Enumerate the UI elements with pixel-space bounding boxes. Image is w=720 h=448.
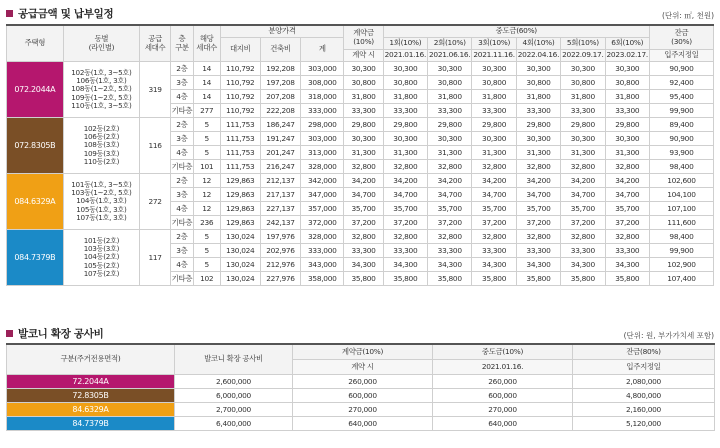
balcony-section-title: [6, 326, 103, 341]
middle-cell: 600,000: [433, 389, 573, 403]
middle-payment-2-cell: 34,200: [428, 174, 472, 188]
balance-cell: 2,080,000: [573, 375, 715, 389]
units-cell: 5: [193, 146, 220, 160]
supply-units-cell: 117: [140, 230, 171, 286]
middle-payment-4-cell: 34,200: [516, 174, 560, 188]
supply-units-cell: 319: [140, 62, 171, 118]
units-cell: 5: [193, 132, 220, 146]
middle-payment-3-cell: 32,800: [472, 160, 516, 174]
deposit-cell: 32,800: [344, 230, 383, 244]
balance-cell: 89,400: [649, 118, 713, 132]
floor-cell: 2층: [171, 62, 194, 76]
middle-payment-2-cell: 35,800: [428, 272, 472, 286]
header-land: 대지비: [220, 38, 260, 62]
middle-payment-4-cell: 31,800: [516, 90, 560, 104]
building-price-cell: 201,247: [260, 146, 300, 160]
header-middle: 중도금(10%): [433, 344, 573, 360]
building-price-cell: 197,208: [260, 76, 300, 90]
header-middle-group: 중도금(60%): [383, 25, 649, 38]
units-cell: 14: [193, 62, 220, 76]
header-middle-date-6: 2023.02.17.: [605, 50, 649, 62]
middle-payment-3-cell: 33,300: [472, 244, 516, 258]
units-cell: 5: [193, 118, 220, 132]
middle-payment-3-cell: 30,800: [472, 76, 516, 90]
middle-payment-5-cell: 33,300: [561, 244, 605, 258]
balance-cell: 5,120,000: [573, 417, 715, 431]
deposit-cell: 31,800: [344, 90, 383, 104]
supply-price-table: [6, 24, 714, 286]
floor-cell: 4층: [171, 90, 194, 104]
total-price-cell: 358,000: [301, 272, 344, 286]
balance-cell: 102,900: [649, 258, 713, 272]
units-cell: 12: [193, 202, 220, 216]
header-row: [7, 25, 714, 38]
middle-payment-5-cell: 34,300: [561, 258, 605, 272]
floor-cell: 3층: [171, 132, 194, 146]
building-price-cell: 217,137: [260, 188, 300, 202]
middle-payment-4-cell: 34,300: [516, 258, 560, 272]
units-cell: 277: [193, 104, 220, 118]
total-price-cell: 303,000: [301, 132, 344, 146]
deposit-cell: 270,000: [293, 403, 433, 417]
middle-payment-4-cell: 29,800: [516, 118, 560, 132]
dong-cell: 101동(2호) 103동(3호) 104동(2호) 105동(2호) 107동(2호): [63, 230, 139, 286]
middle-payment-4-cell: 34,700: [516, 188, 560, 202]
header-middle-date-2: 2021.06.16.: [428, 50, 472, 62]
header-middle-date-3: 2021.11.16.: [472, 50, 516, 62]
middle-payment-2-cell: 37,200: [428, 216, 472, 230]
middle-payment-2-cell: 30,300: [428, 62, 472, 76]
middle-payment-1-cell: 37,200: [383, 216, 427, 230]
units-cell: 14: [193, 76, 220, 90]
building-price-cell: 202,976: [260, 244, 300, 258]
header-middle-2: 2회(10%): [428, 38, 472, 50]
deposit-cell: 34,300: [344, 258, 383, 272]
floor-cell: 4층: [171, 258, 194, 272]
total-price-cell: 318,000: [301, 90, 344, 104]
middle-payment-1-cell: 31,800: [383, 90, 427, 104]
middle-payment-6-cell: 33,300: [605, 104, 649, 118]
header-middle-4: 4회(10%): [516, 38, 560, 50]
supply-price-unit: (단위: ㎡, 천원): [661, 11, 714, 20]
balance-cell: 107,400: [649, 272, 713, 286]
header-balance: 잔금 (30%): [649, 25, 713, 50]
header-deposit-when: 계약 시: [344, 50, 383, 62]
middle-payment-4-cell: 31,300: [516, 146, 560, 160]
building-price-cell: 207,208: [260, 90, 300, 104]
total-price-cell: 298,000: [301, 118, 344, 132]
floor-cell: 3층: [171, 244, 194, 258]
dong-cell: 102동(2호) 106동(2호) 108동(3호) 109동(3호) 110동(2호): [63, 118, 139, 174]
header-row: [7, 344, 715, 360]
balance-cell: 107,100: [649, 202, 713, 216]
middle-payment-2-cell: 33,300: [428, 104, 472, 118]
unit-type-cell: 072.8305B: [7, 118, 64, 174]
building-price-cell: 216,247: [260, 160, 300, 174]
balance-cell: 90,900: [649, 132, 713, 146]
land-price-cell: 130,024: [220, 272, 260, 286]
balance-cell: 93,900: [649, 146, 713, 160]
balance-cell: 104,100: [649, 188, 713, 202]
section-title-text: 발코니 확장 공사비: [18, 328, 104, 340]
balance-cell: 98,400: [649, 160, 713, 174]
balance-cell: 95,400: [649, 90, 713, 104]
land-price-cell: 129,863: [220, 202, 260, 216]
header-middle-date-5: 2022.09.17.: [561, 50, 605, 62]
deposit-cell: 30,300: [344, 62, 383, 76]
land-price-cell: 111,753: [220, 118, 260, 132]
balcony-cost-cell: 6,400,000: [175, 417, 293, 431]
deposit-cell: 35,700: [344, 202, 383, 216]
middle-payment-3-cell: 32,800: [472, 230, 516, 244]
middle-payment-5-cell: 31,300: [561, 146, 605, 160]
unit-type-cell: 072.2044A: [7, 62, 64, 118]
middle-payment-3-cell: 34,700: [472, 188, 516, 202]
header-balance-when: 입주지정일: [573, 360, 715, 375]
deposit-cell: 33,300: [344, 104, 383, 118]
deposit-cell: 34,200: [344, 174, 383, 188]
header-deposit: 계약금(10%): [293, 344, 433, 360]
middle-payment-2-cell: 33,300: [428, 244, 472, 258]
header-deposit: 계약금 (10%): [344, 25, 383, 50]
total-price-cell: 313,000: [301, 146, 344, 160]
header-middle-3: 3회(10%): [472, 38, 516, 50]
middle-payment-2-cell: 29,800: [428, 118, 472, 132]
units-cell: 5: [193, 244, 220, 258]
deposit-cell: 640,000: [293, 417, 433, 431]
middle-payment-5-cell: 31,800: [561, 90, 605, 104]
table-row: [7, 389, 715, 403]
units-cell: 12: [193, 174, 220, 188]
floor-cell: 2층: [171, 230, 194, 244]
middle-payment-1-cell: 32,800: [383, 230, 427, 244]
header-middle-date-1: 2021.01.16.: [383, 50, 427, 62]
land-price-cell: 130,024: [220, 244, 260, 258]
dong-cell: 102동(1호, 3~5호) 106동(1호, 3호) 108동(1~2호, 5호) 109동(1~2호, 5호) 110동(1호, 3~5호): [63, 62, 139, 118]
balance-cell: 2,160,000: [573, 403, 715, 417]
middle-payment-5-cell: 35,700: [561, 202, 605, 216]
section-marker-icon: [6, 10, 13, 17]
middle-payment-1-cell: 34,700: [383, 188, 427, 202]
header-floor: 층 구분: [171, 25, 194, 62]
middle-payment-3-cell: 33,300: [472, 104, 516, 118]
units-cell: 12: [193, 188, 220, 202]
middle-payment-3-cell: 35,700: [472, 202, 516, 216]
header-units: 해당 세대수: [193, 25, 220, 62]
land-price-cell: 110,792: [220, 76, 260, 90]
middle-payment-2-cell: 35,700: [428, 202, 472, 216]
middle-payment-2-cell: 34,300: [428, 258, 472, 272]
deposit-cell: 34,700: [344, 188, 383, 202]
total-price-cell: 347,000: [301, 188, 344, 202]
table-row: [7, 174, 714, 188]
middle-payment-5-cell: 33,300: [561, 104, 605, 118]
middle-payment-6-cell: 29,800: [605, 118, 649, 132]
floor-cell: 기타층: [171, 104, 194, 118]
middle-payment-5-cell: 29,800: [561, 118, 605, 132]
middle-payment-1-cell: 30,300: [383, 62, 427, 76]
header-building: 건축비: [260, 38, 300, 62]
middle-cell: 260,000: [433, 375, 573, 389]
middle-payment-2-cell: 34,700: [428, 188, 472, 202]
section-marker-icon: [6, 330, 13, 337]
header-supply-units: 공급 세대수: [140, 25, 171, 62]
units-cell: 236: [193, 216, 220, 230]
balcony-cost-cell: 2,700,000: [175, 403, 293, 417]
middle-payment-6-cell: 33,300: [605, 244, 649, 258]
middle-payment-2-cell: 30,300: [428, 132, 472, 146]
middle-payment-3-cell: 31,800: [472, 90, 516, 104]
middle-payment-3-cell: 34,200: [472, 174, 516, 188]
middle-payment-3-cell: 29,800: [472, 118, 516, 132]
building-price-cell: 212,137: [260, 174, 300, 188]
total-price-cell: 308,000: [301, 76, 344, 90]
land-price-cell: 111,753: [220, 146, 260, 160]
middle-payment-6-cell: 30,300: [605, 132, 649, 146]
middle-payment-4-cell: 33,300: [516, 104, 560, 118]
table-row: [7, 230, 714, 244]
middle-payment-1-cell: 31,300: [383, 146, 427, 160]
land-price-cell: 110,792: [220, 104, 260, 118]
middle-payment-6-cell: 32,800: [605, 160, 649, 174]
units-cell: 14: [193, 90, 220, 104]
middle-payment-6-cell: 34,700: [605, 188, 649, 202]
dong-cell: 101동(1호, 3~5호) 103동(1~2호, 5호) 104동(1호, 3호) 105동(1호, 3호) 107동(1호, 3호): [63, 174, 139, 230]
section-title-text: 공급금액 및 납부일정: [18, 8, 114, 20]
middle-payment-5-cell: 30,300: [561, 62, 605, 76]
middle-payment-4-cell: 30,800: [516, 76, 560, 90]
building-price-cell: 197,976: [260, 230, 300, 244]
middle-payment-5-cell: 35,800: [561, 272, 605, 286]
total-price-cell: 328,000: [301, 230, 344, 244]
middle-payment-5-cell: 32,800: [561, 230, 605, 244]
building-price-cell: 227,137: [260, 202, 300, 216]
middle-payment-2-cell: 30,800: [428, 76, 472, 90]
table-row: [7, 417, 715, 431]
deposit-cell: 37,200: [344, 216, 383, 230]
units-cell: 5: [193, 230, 220, 244]
middle-payment-6-cell: 35,700: [605, 202, 649, 216]
header-balcony-cost: 발코니 확장 공사비: [175, 344, 293, 375]
floor-cell: 3층: [171, 76, 194, 90]
balance-cell: 90,900: [649, 62, 713, 76]
middle-payment-1-cell: 33,300: [383, 104, 427, 118]
table-row: [7, 375, 715, 389]
middle-payment-1-cell: 30,800: [383, 76, 427, 90]
middle-payment-1-cell: 35,700: [383, 202, 427, 216]
balcony-unit: (단위: 원, 부가가치세 포함): [623, 331, 714, 340]
middle-payment-6-cell: 34,300: [605, 258, 649, 272]
middle-payment-6-cell: 35,800: [605, 272, 649, 286]
building-price-cell: 212,976: [260, 258, 300, 272]
middle-payment-3-cell: 37,200: [472, 216, 516, 230]
total-price-cell: 333,000: [301, 104, 344, 118]
middle-payment-5-cell: 30,300: [561, 132, 605, 146]
header-price-group: 분양가격: [220, 25, 344, 38]
middle-payment-6-cell: 32,800: [605, 230, 649, 244]
header-middle-6: 6회(10%): [605, 38, 649, 50]
deposit-cell: 30,800: [344, 76, 383, 90]
middle-payment-3-cell: 30,300: [472, 62, 516, 76]
middle-payment-4-cell: 35,800: [516, 272, 560, 286]
middle-payment-2-cell: 31,800: [428, 90, 472, 104]
middle-payment-1-cell: 33,300: [383, 244, 427, 258]
total-price-cell: 333,000: [301, 244, 344, 258]
deposit-cell: 29,800: [344, 118, 383, 132]
middle-payment-1-cell: 29,800: [383, 118, 427, 132]
middle-payment-2-cell: 32,800: [428, 230, 472, 244]
header-middle-when: 2021.01.16.: [433, 360, 573, 375]
total-price-cell: 357,000: [301, 202, 344, 216]
deposit-cell: 33,300: [344, 244, 383, 258]
table-row: [7, 118, 714, 132]
land-price-cell: 111,753: [220, 160, 260, 174]
header-balance: 잔금(80%): [573, 344, 715, 360]
header-middle-1: 1회(10%): [383, 38, 427, 50]
units-cell: 101: [193, 160, 220, 174]
deposit-cell: 260,000: [293, 375, 433, 389]
middle-payment-4-cell: 30,300: [516, 62, 560, 76]
header-dong: 동별 (라인별): [63, 25, 139, 62]
middle-payment-3-cell: 35,800: [472, 272, 516, 286]
middle-payment-5-cell: 32,800: [561, 160, 605, 174]
floor-cell: 4층: [171, 146, 194, 160]
balance-cell: 111,600: [649, 216, 713, 230]
middle-payment-4-cell: 32,800: [516, 160, 560, 174]
balance-cell: 102,600: [649, 174, 713, 188]
floor-cell: 기타층: [171, 216, 194, 230]
total-price-cell: 328,000: [301, 160, 344, 174]
middle-payment-1-cell: 35,800: [383, 272, 427, 286]
floor-cell: 2층: [171, 118, 194, 132]
middle-payment-6-cell: 34,200: [605, 174, 649, 188]
middle-payment-3-cell: 31,300: [472, 146, 516, 160]
unit-type-cell: 084.6329A: [7, 174, 64, 230]
deposit-cell: 31,300: [344, 146, 383, 160]
middle-payment-4-cell: 30,300: [516, 132, 560, 146]
supply-price-section-title: [6, 6, 113, 21]
middle-payment-1-cell: 32,800: [383, 160, 427, 174]
middle-payment-5-cell: 34,700: [561, 188, 605, 202]
balcony-cost-table: [6, 343, 715, 431]
total-price-cell: 303,000: [301, 62, 344, 76]
middle-payment-6-cell: 31,800: [605, 90, 649, 104]
land-price-cell: 129,863: [220, 188, 260, 202]
building-price-cell: 191,247: [260, 132, 300, 146]
land-price-cell: 111,753: [220, 132, 260, 146]
middle-payment-2-cell: 31,300: [428, 146, 472, 160]
deposit-cell: 30,300: [344, 132, 383, 146]
middle-payment-5-cell: 30,800: [561, 76, 605, 90]
balance-cell: 99,900: [649, 244, 713, 258]
middle-payment-2-cell: 32,800: [428, 160, 472, 174]
balance-cell: 98,400: [649, 230, 713, 244]
unit-type-cell: 72.8305B: [7, 389, 175, 403]
middle-payment-3-cell: 30,300: [472, 132, 516, 146]
floor-cell: 3층: [171, 188, 194, 202]
land-price-cell: 110,792: [220, 62, 260, 76]
middle-payment-1-cell: 30,300: [383, 132, 427, 146]
balance-cell: 99,900: [649, 104, 713, 118]
units-cell: 5: [193, 258, 220, 272]
header-total: 계: [301, 38, 344, 62]
deposit-cell: 600,000: [293, 389, 433, 403]
header-type: 주택형: [7, 25, 64, 62]
deposit-cell: 35,800: [344, 272, 383, 286]
building-price-cell: 242,137: [260, 216, 300, 230]
land-price-cell: 130,024: [220, 258, 260, 272]
deposit-cell: 32,800: [344, 160, 383, 174]
floor-cell: 2층: [171, 174, 194, 188]
header-type: 구분(주거전용면적): [7, 344, 175, 375]
unit-type-cell: 84.6329A: [7, 403, 175, 417]
floor-cell: 기타층: [171, 160, 194, 174]
balance-cell: 92,400: [649, 76, 713, 90]
header-middle-date-4: 2022.04.16.: [516, 50, 560, 62]
middle-payment-5-cell: 37,200: [561, 216, 605, 230]
middle-cell: 640,000: [433, 417, 573, 431]
middle-payment-6-cell: 30,800: [605, 76, 649, 90]
building-price-cell: 222,208: [260, 104, 300, 118]
land-price-cell: 129,863: [220, 174, 260, 188]
header-deposit-when: 계약 시: [293, 360, 433, 375]
header-balance-when: 입주지정일: [649, 50, 713, 62]
land-price-cell: 110,792: [220, 90, 260, 104]
total-price-cell: 372,000: [301, 216, 344, 230]
unit-type-cell: 084.7379B: [7, 230, 64, 286]
unit-type-cell: 84.7379B: [7, 417, 175, 431]
middle-payment-6-cell: 31,300: [605, 146, 649, 160]
middle-cell: 270,000: [433, 403, 573, 417]
supply-units-cell: 272: [140, 174, 171, 230]
middle-payment-6-cell: 37,200: [605, 216, 649, 230]
building-price-cell: 186,247: [260, 118, 300, 132]
supply-units-cell: 116: [140, 118, 171, 174]
middle-payment-4-cell: 32,800: [516, 230, 560, 244]
middle-payment-1-cell: 34,300: [383, 258, 427, 272]
floor-cell: 4층: [171, 202, 194, 216]
balcony-cost-cell: 2,600,000: [175, 375, 293, 389]
units-cell: 102: [193, 272, 220, 286]
unit-type-cell: 72.2044A: [7, 375, 175, 389]
total-price-cell: 342,000: [301, 174, 344, 188]
middle-payment-1-cell: 34,200: [383, 174, 427, 188]
middle-payment-4-cell: 35,700: [516, 202, 560, 216]
table-row: [7, 403, 715, 417]
header-middle-5: 5회(10%): [561, 38, 605, 50]
middle-payment-4-cell: 33,300: [516, 244, 560, 258]
building-price-cell: 227,976: [260, 272, 300, 286]
middle-payment-4-cell: 37,200: [516, 216, 560, 230]
floor-cell: 기타층: [171, 272, 194, 286]
middle-payment-5-cell: 34,200: [561, 174, 605, 188]
balance-cell: 4,800,000: [573, 389, 715, 403]
total-price-cell: 343,000: [301, 258, 344, 272]
middle-payment-3-cell: 34,300: [472, 258, 516, 272]
land-price-cell: 129,863: [220, 216, 260, 230]
land-price-cell: 130,024: [220, 230, 260, 244]
balcony-cost-cell: 6,000,000: [175, 389, 293, 403]
building-price-cell: 192,208: [260, 62, 300, 76]
middle-payment-6-cell: 30,300: [605, 62, 649, 76]
table-row: [7, 62, 714, 76]
